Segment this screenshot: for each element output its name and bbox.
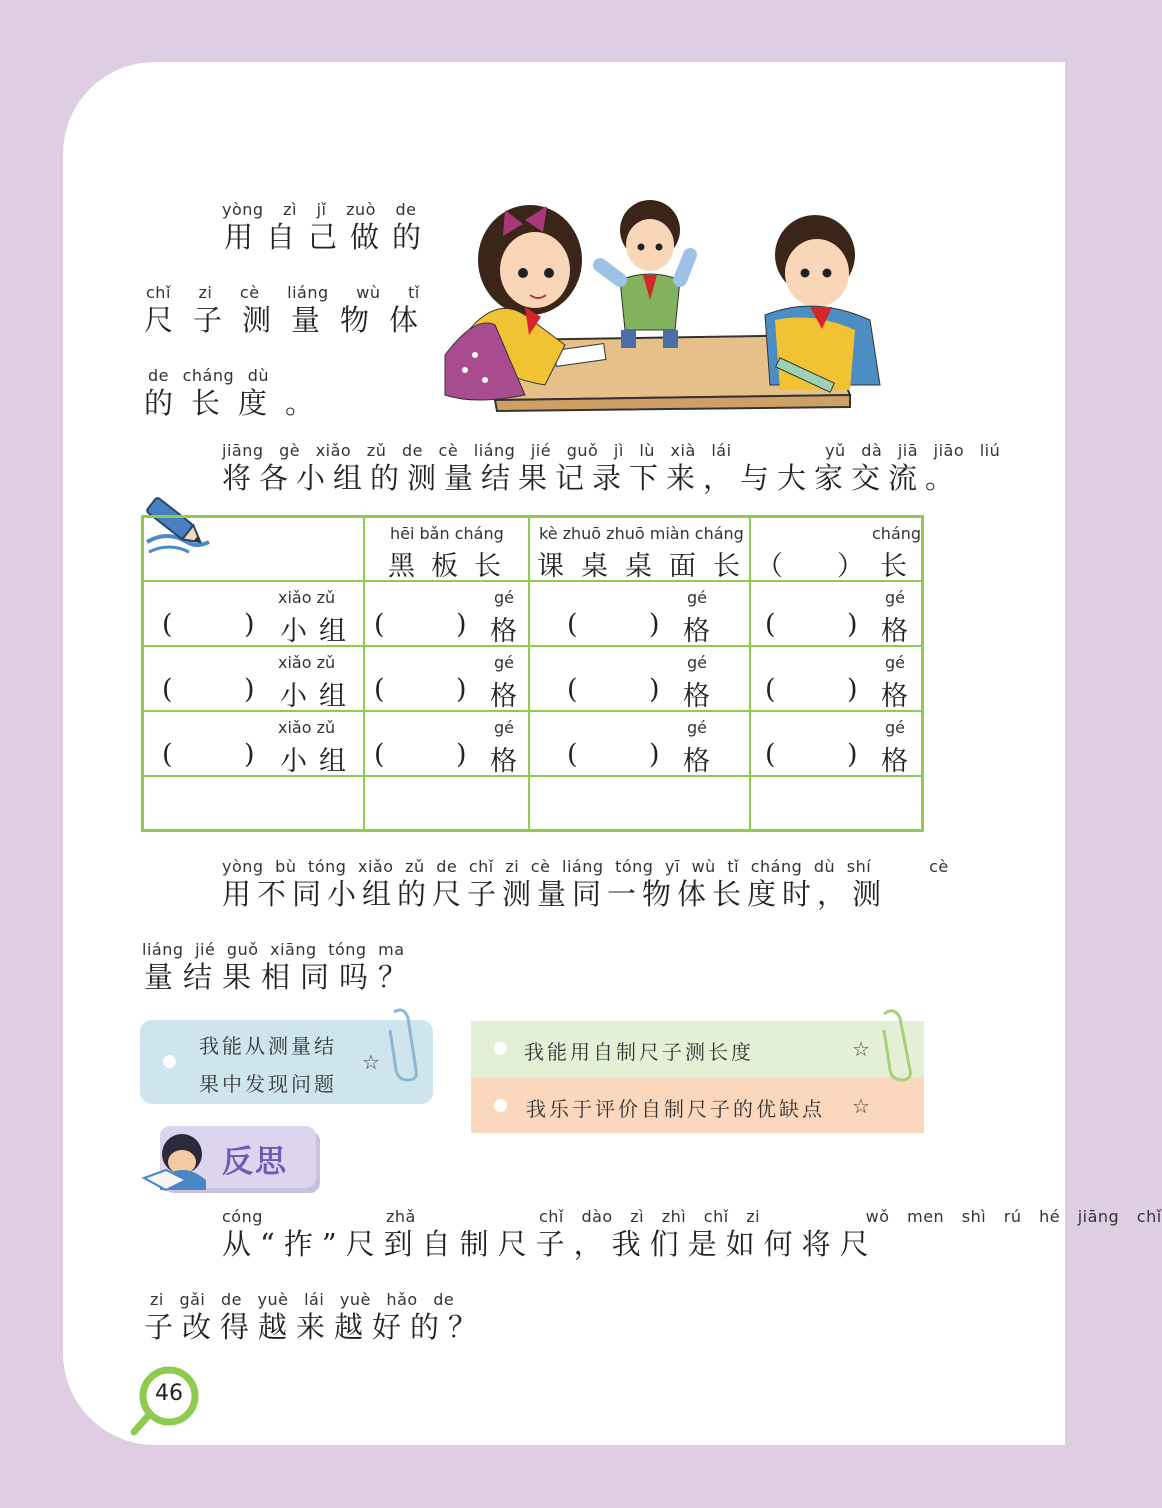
star-icon[interactable]: ☆ [362, 1050, 380, 1074]
intro-line1-hanzi: 用自己做的 [224, 220, 435, 254]
desk-paren-close: ) [649, 739, 660, 770]
desk-paren-close: ) [649, 674, 660, 705]
blackboard-paren-close: ) [456, 609, 467, 640]
header-blackboard-pinyin: hēi bǎn cháng [390, 524, 504, 543]
reflection-line2-pinyin: zi gǎi de yuè lái yuè hǎo de [150, 1290, 455, 1309]
unit-label: 格 [683, 616, 720, 647]
group-paren-open: ( [162, 739, 173, 770]
question1-line1-pinyin: yòng bù tóng xiǎo zǔ de chǐ zi cè liáng tóng yī wù tǐ cháng dù shí cè [222, 857, 949, 876]
unit-pinyin: gé [885, 588, 905, 607]
group-paren-close: ) [244, 674, 255, 705]
group-paren-open: ( [162, 609, 173, 640]
desk-paren-open: ( [567, 609, 578, 640]
paperclip-icon [876, 1006, 916, 1080]
intro-line1-pinyin: yòng zì jǐ zuò de [222, 200, 417, 219]
measurement-table [141, 515, 924, 832]
reading-child-icon [140, 1130, 210, 1192]
bullet-dot [163, 1055, 176, 1068]
question1-line2-pinyin: liáng jié guǒ xiāng tóng ma [142, 940, 405, 959]
reflection-title: 反思 [222, 1144, 288, 1180]
unit-pinyin: gé [885, 718, 905, 737]
group-pinyin: xiǎo zǔ [278, 653, 336, 672]
other-paren-close: ) [847, 739, 858, 770]
other-paren-open: ( [765, 739, 776, 770]
paperclip-icon [384, 1006, 420, 1080]
header-blackboard: 黑板长 [388, 551, 517, 582]
other-paren-open: ( [765, 674, 776, 705]
group-paren-open: ( [162, 674, 173, 705]
intro-line3-pinyin: de cháng dù [148, 366, 270, 385]
unit-pinyin: gé [885, 653, 905, 672]
group-label: 小组 [280, 616, 358, 647]
unit-label: 格 [881, 681, 918, 712]
bullet-dot [494, 1099, 507, 1112]
unit-label: 格 [683, 681, 720, 712]
star-icon[interactable]: ☆ [852, 1094, 870, 1118]
header-other: 长 [880, 551, 917, 582]
unit-label: 格 [881, 746, 918, 777]
self-eval-right-text1: 我能用自制尺子测长度 [524, 1040, 754, 1064]
unit-label: 格 [881, 616, 918, 647]
self-eval-right-text2: 我乐于评价自制尺子的优缺点 [526, 1097, 825, 1121]
group-paren-close: ) [244, 739, 255, 770]
group-pinyin: xiǎo zǔ [278, 588, 336, 607]
desk-paren-open: ( [567, 674, 578, 705]
group-label: 小组 [280, 746, 358, 777]
other-paren-open: ( [765, 609, 776, 640]
instruction-hanzi: 将各小组的测量结果记录下来，与大家交流。 [222, 461, 963, 495]
unit-pinyin: gé [687, 588, 707, 607]
intro-line2-hanzi: 尺子测量物体 [144, 303, 439, 337]
unit-label: 格 [490, 616, 527, 647]
blackboard-paren-close: ) [456, 674, 467, 705]
reflection-line2-hanzi: 子改得越来越好的？ [144, 1310, 487, 1344]
other-paren-close: ) [847, 674, 858, 705]
header-other-pinyin: cháng [872, 524, 922, 543]
header-desk-pinyin: kè zhuō zhuō miàn cháng [539, 524, 744, 543]
unit-pinyin: gé [687, 653, 707, 672]
unit-label: 格 [490, 746, 527, 777]
header-other-paren: （ ） [756, 551, 864, 582]
desk-paren-open: ( [567, 739, 578, 770]
desk-paren-close: ) [649, 609, 660, 640]
other-paren-close: ) [847, 609, 858, 640]
reflection-line1-pinyin: cóng zhǎ chǐ dào zì zhì chǐ zi wǒ men shì rú hé jiāng chǐ [222, 1207, 1162, 1226]
star-icon[interactable]: ☆ [852, 1037, 870, 1061]
blackboard-paren-open: ( [374, 739, 385, 770]
bullet-dot [494, 1042, 507, 1055]
reflection-line1-hanzi: 从“拃”尺到自制尺子，我们是如何将尺 [222, 1227, 878, 1261]
unit-label: 格 [683, 746, 720, 777]
intro-line2-pinyin: chǐ zi cè liáng wù tǐ [146, 283, 420, 302]
blackboard-paren-close: ) [456, 739, 467, 770]
unit-label: 格 [490, 681, 527, 712]
blackboard-paren-open: ( [374, 674, 385, 705]
children-measuring-illustration [425, 195, 895, 415]
unit-pinyin: gé [494, 588, 514, 607]
group-label: 小组 [280, 681, 358, 712]
question1-line2-hanzi: 量结果相同吗？ [144, 960, 418, 994]
blackboard-paren-open: ( [374, 609, 385, 640]
unit-pinyin: gé [494, 718, 514, 737]
self-eval-left-text1: 我能从测量结 [199, 1034, 337, 1058]
unit-pinyin: gé [687, 718, 707, 737]
header-desk: 课桌桌面长 [537, 551, 757, 582]
unit-pinyin: gé [494, 653, 514, 672]
page-number: 46 [155, 1381, 183, 1406]
instruction-pinyin: jiāng gè xiǎo zǔ de cè liáng jié guǒ jì lù xià lái yǔ dà jiā jiāo liú [222, 441, 1001, 460]
group-paren-close: ) [244, 609, 255, 640]
intro-line3-hanzi: 的长度。 [144, 386, 333, 420]
question1-line1-hanzi: 用不同小组的尺子测量同一物体长度时，测 [222, 877, 888, 911]
self-eval-left-text2: 果中发现问题 [199, 1072, 337, 1096]
group-pinyin: xiǎo zǔ [278, 718, 336, 737]
